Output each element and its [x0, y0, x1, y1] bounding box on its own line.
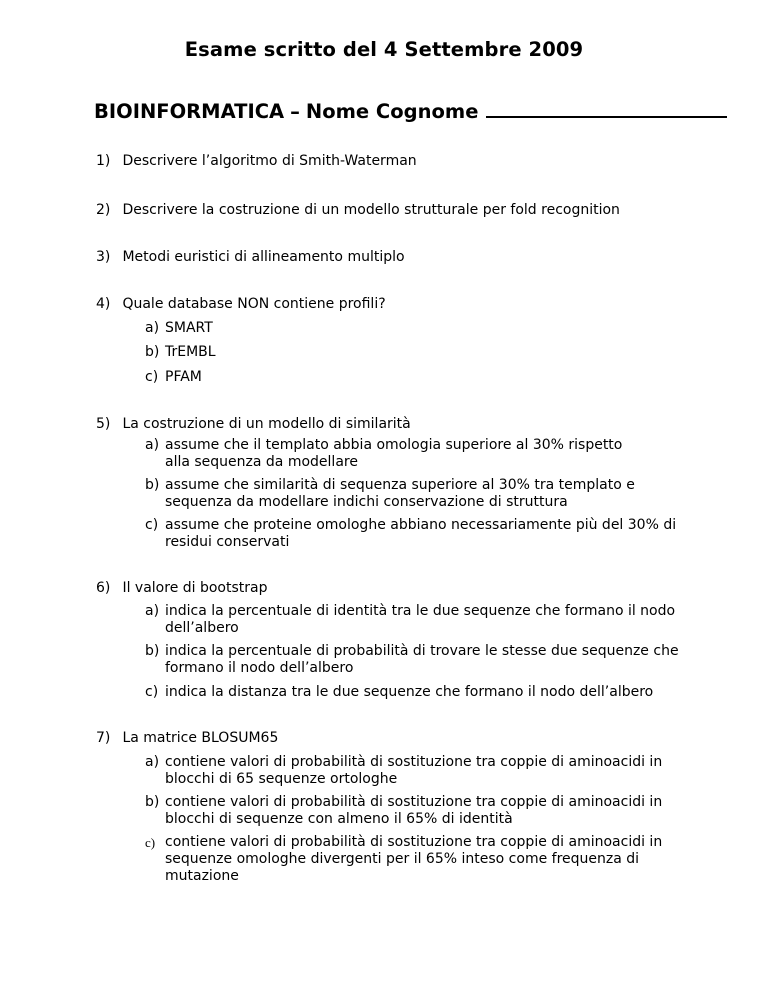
option-letter: a): [145, 437, 160, 453]
question-7: [96, 730, 278, 747]
option-letter: b): [145, 477, 160, 493]
subject-name: BIOINFORMATICA: [94, 100, 285, 123]
option-letter: c): [145, 835, 156, 850]
question-2: [96, 202, 620, 219]
question-4: [96, 296, 386, 313]
option-5c: [145, 517, 680, 551]
name-blank-line: [486, 100, 727, 118]
option-letter: c): [145, 369, 159, 385]
option-text: assume che il templato abbia omologia superiore al 30% rispetto alla sequenza da modellare: [165, 437, 623, 470]
option-text: TrEMBL: [165, 344, 216, 360]
question-number: 4): [96, 296, 111, 312]
question-number: 2): [96, 202, 111, 218]
question-6: [96, 580, 268, 597]
option-6b: [145, 643, 690, 677]
question-number: 6): [96, 580, 111, 596]
option-5b: [145, 477, 705, 511]
name-label: Nome Cognome: [305, 100, 479, 123]
option-6a: [145, 603, 685, 637]
question-text: Il valore di bootstrap: [122, 580, 268, 596]
option-letter: b): [145, 794, 160, 810]
option-text: indica la distanza tra le due sequenze che formano il nodo dell’albero: [165, 684, 654, 700]
option-5a: [145, 437, 650, 471]
option-text: contiene valori di probabilità di sostituzione tra coppie di aminoacidi in blocchi di sequenze con almeno il 65% di identità: [165, 794, 663, 827]
question-5: [96, 416, 411, 433]
option-text: SMART: [165, 320, 213, 336]
question-number: 7): [96, 730, 111, 746]
option-text: indica la percentuale di identità tra le due sequenze che formano il nodo dell’albero: [165, 603, 676, 636]
option-6c: [145, 684, 705, 701]
subject-heading: [94, 100, 727, 123]
page-title: Esame scritto del 4 Settembre 2009: [184, 38, 584, 61]
question-number: 5): [96, 416, 111, 432]
option-letter: c): [145, 684, 159, 700]
option-letter: c): [145, 517, 159, 533]
question-text: Metodi euristici di allineamento multiplo: [122, 249, 405, 265]
option-letter: a): [145, 603, 160, 619]
option-7b: [145, 794, 665, 828]
option-4b: [145, 344, 665, 361]
option-letter: a): [145, 754, 160, 770]
option-4c: [145, 369, 665, 386]
question-3: [96, 249, 405, 266]
question-text: Descrivere la costruzione di un modello strutturale per fold recognition: [122, 202, 620, 218]
subject-separator: –: [290, 100, 300, 123]
option-text: contiene valori di probabilità di sostituzione tra coppie di aminoacidi in sequenze omologhe divergenti per il 65% inteso come frequenza di mutazione: [165, 834, 663, 884]
option-text: assume che proteine omologhe abbiano necessariamente più del 30% di residui conservati: [165, 517, 677, 550]
option-text: contiene valori di probabilità di sostituzione tra coppie di aminoacidi in blocchi di 65 sequenze ortologhe: [165, 754, 663, 787]
option-text: indica la percentuale di probabilità di trovare le stesse due sequenze che formano il nodo dell’albero: [165, 643, 679, 676]
option-letter: b): [145, 344, 160, 360]
question-number: 1): [96, 153, 111, 169]
option-text: assume che similarità di sequenza superiore al 30% tra templato e sequenza da modellare indichi conservazione di struttura: [165, 477, 635, 510]
option-7a: [145, 754, 665, 788]
question-1: [96, 153, 417, 170]
question-text: La costruzione di un modello di similarità: [122, 416, 411, 432]
option-letter: b): [145, 643, 160, 659]
question-text: Descrivere l’algoritmo di Smith-Waterman: [122, 153, 417, 169]
option-text: PFAM: [165, 369, 202, 385]
option-4a: [145, 320, 665, 337]
option-letter: a): [145, 320, 160, 336]
option-7c: [145, 834, 665, 885]
question-number: 3): [96, 249, 111, 265]
question-text: Quale database NON contiene profili?: [122, 296, 386, 312]
question-text: La matrice BLOSUM65: [122, 730, 279, 746]
